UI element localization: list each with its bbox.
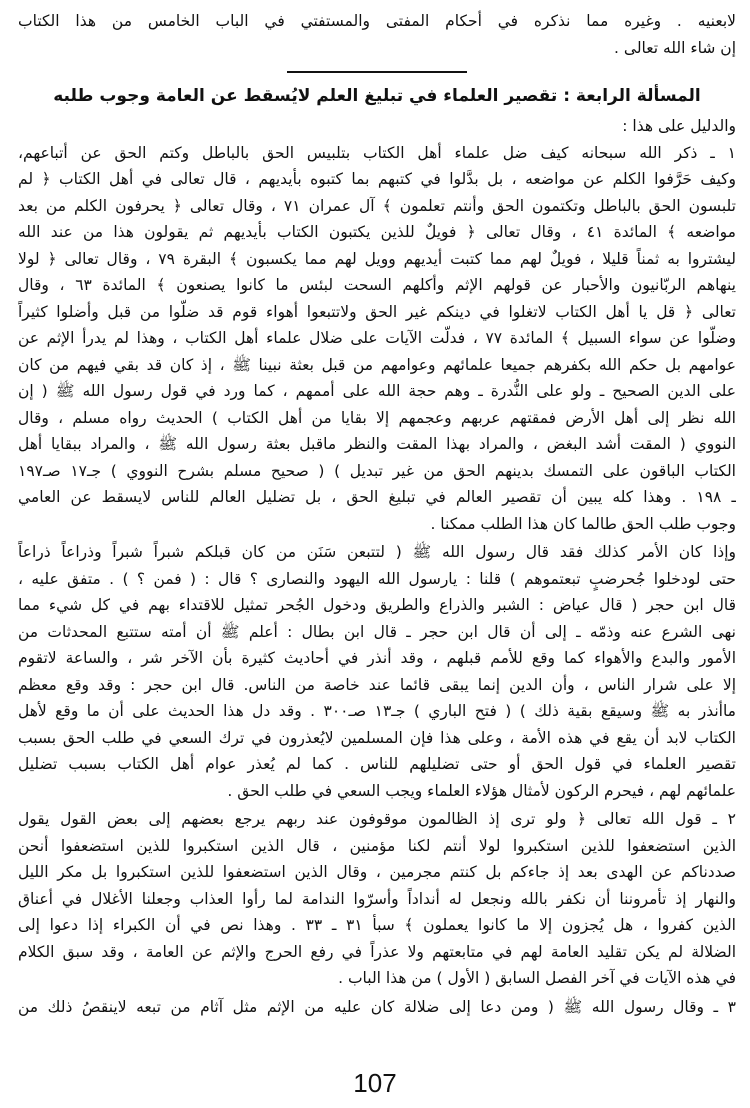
text-line: في هذه الآيات في آخر الفصل السابق ( الأول ) من هذا الباب . [338,969,736,987]
text-line: حتى لودخلوا جُحرضبٍ تبعتموهم ) قلنا : يارسول الله اليهود والنصارى ؟ قال : ( فمن ؟ ) . متفق عليه ، [18,569,736,588]
text-line: ١ ـ ذكر الله سبحانه كيف ضل علماء أهل الكتاب بتلبيس الحق بالباطل وكتم الحق عن أتباعهم، [18,143,736,162]
text-line: مواضعه ﴾ المائدة ٤١ ، وقال تعالى ﴿ فويلٌ للذين يكتبون الكتاب بأيديهم ثم يقولون هذا من عند الله [18,223,736,241]
text-line: الأمور والبدع والأهواء كما وقع للأمم قبلهم ، وقد أنذر في أحاديث كثيرة بأن الآخر شر ، والساعة لاتقوم [18,649,736,667]
text-line: الله نظر إلى أهل الأرض فمقتهم عربهم وعجمهم إلا بقايا من أهل الكتاب ) الحديث رواه مسلم ، وقال [18,408,736,427]
text-line: وضلّوا عن سواء السبيل ﴾ المائدة ٧٧ ، فدلّت الآيات على ضلال علماء أهل الكتاب ، وهذا لم يدرأ الإثم عن [18,329,736,347]
text-line: الكتاب الباقون على التمسك بدينهم الحق من غير تبديل ) ( صحيح مسلم بشرح النووي ) جـ١٧ صـ١٩٧ [18,461,736,480]
text-line: صددناكم عن الهدى بعد إذ جاءكم بل كنتم مجرمين ، وقال الذين استضعفوا للذين استكبروا بل مكر الليل [18,863,736,881]
intro-paragraph [18,8,736,61]
document-page [18,8,736,1098]
text-line: وجوب طلب الحق طالما كان هذا الطلب ممكنا . [430,514,736,533]
body-text [18,113,736,1020]
text-line: نهى الشرع عنه وذمّه ـ إلى أن قال ابن حجر ـ قال ابن بطال : أعلم ﷺ أن أمته ستتبع المحدثات من [18,622,736,641]
text-line: على الدين الصحيح ـ ولو على النُّدرة ـ وهم حجة الله على أممهم ، كما ورد في قول رسول الله ﷺ ( إن [18,382,736,400]
text-line: عوامهم بل حكم الله بكفرهم جميعا علمائهم وعوامهم من قبل بعثة نبينا ﷺ ، إذ كان قد بقي فيهم من كان [18,355,736,374]
text-line: الكتاب لابد أن يقع في هذه الأمة ، وعلى هذا فإن المسلمين لايُعذرون في ترك السعي في طلب الحق بسبب [18,728,736,747]
text-line: ينهاهم الربّانيون والأحبار عن قولهم الإثم وأكلهم السحت لبئس ما كانوا يصنعون ﴾ المائدة ٦٣ ، وقال [18,276,736,294]
page-number: 107 [353,1068,397,1098]
text-line: والنهار إذ تأمروننا أن نكفر بالله ونجعل له أنداداً وأسرّوا الندامة لما رأوا العذاب وجعلنا الأغلال في أعناق [18,889,736,908]
section-divider [287,71,467,73]
text-line: تقصير العلماء في قول الحق أو حتى تضليلهم للناس . كما لم يُعذر عوام أهل الكتاب بسبب تضليل [18,755,736,773]
text-line: تعالى ﴿ قل يا أهل الكتاب لاتغلوا في دينكم غير الحق ولاتتبعوا أهواء قوم قد ضلّوا من قبل وأضلوا كثيراً [18,302,736,321]
text-line: النووي ( المقت أشد البغض ، والمراد بهذا المقت والنظر ماقبل بعثة رسول الله ﷺ ، والمراد ببقايا أهل [18,435,736,453]
text-line: وإذا كان الأمر كذلك فقد قال رسول الله ﷺ ( لتتبعن سَنَن من كان قبلكم شبراً شبراً وذراعاً ذراعاً [18,543,736,561]
text-line: وكيف حَرَّفوا الكلم عن مواضعه ، بل بدَّلوا في كتبهم بما كتبوه بأيديهم ، قال تعالى في أهل الكتاب ﴿ لم [18,170,736,188]
text-line: الذين كفروا ، هل يُجزون إلا ما كانوا يعملون ﴾ سبأ ٣١ ـ ٣٣ . وهذا نص في أن الكبراء إذا دعوا إلى [18,916,736,934]
section-heading: المسألة الرابعة : تقصير العلماء في تبليغ العلم لايُسقط عن العامة وجوب طلبه [53,86,701,106]
text-line: ليشتروا به ثمناً قليلا ، فويلٌ لهم مما كتبت أيديهم وويل لهم مما يكسبون ﴾ البقرة ٧٩ ، وقال تعالى ﴿ لولا [18,249,736,268]
text-line: الضلالة لم يكن تقليد العامة لهم في متابعتهم ولا عذراً في رفع الحرج والإثم عن العامة ، وقد سبق الكلام [18,942,736,961]
text-line: تلبسون الحق بالباطل وتكتمون الحق وأنتم تعلمون ﴾ آل عمران ٧١ ، وقال تعالى ﴿ يحرفون الكلم من بعد [18,196,736,215]
text-line: قال ابن حجر ( قال عياض : الشبر والذراع والطريق ودخول الجُحر تمثيل للاقتداء بهم في كل شيء مما [18,596,736,614]
text-line: ٣ ـ وقال رسول الله ﷺ ( ومن دعا إلى ضلالة كان عليه من الإثم مثل آثام من تبعه لاينقصُ ذلك من [18,997,736,1016]
text-line: ـ ١٩٨ . وهذا كله يبين أن تقصير العالم في تبليغ الحق ، بل تضليل العالم للناس لايسقط عن العامي [18,488,736,506]
text-line: الذين استضعفوا للذين استكبروا لولا أنتم لكنا مؤمنين ، قال الذين استكبروا للذين استضعفوا أنحن [18,836,736,855]
text-line: ٢ ـ قول الله تعالى ﴿ ولو ترى إذ الظالمون موقوفون عند ربهم يرجع بعضهم إلى بعض القول يقول [18,810,736,828]
text-line: علمائهم لهم ، فيحرم الركون لأمثال هؤلاء العلماء ويجب السعي في طلب الحق . [227,781,736,800]
text-line: ماأنذر به ﷺ وسيقع بقية ذلك ) ( فتح الباري ) جـ١٣ صـ٣٠٠ . وقد دل هذا الحديث على أن ما وقع لأهل [18,702,736,720]
text-line: والدليل على هذا : [622,117,736,135]
text-line: لابعنيه . وغيره مما نذكره في أحكام المفتى والمستفتي في الباب الخامس من هذا الكتاب [18,12,736,30]
text-line: إن شاء الله تعالى . [614,38,736,57]
text-line: إلا على شرار الناس ، وأن الدين إنما يبقى قائما عند خاصة من الناس. قال ابن حجر : وقد وقع معظم [18,675,736,694]
